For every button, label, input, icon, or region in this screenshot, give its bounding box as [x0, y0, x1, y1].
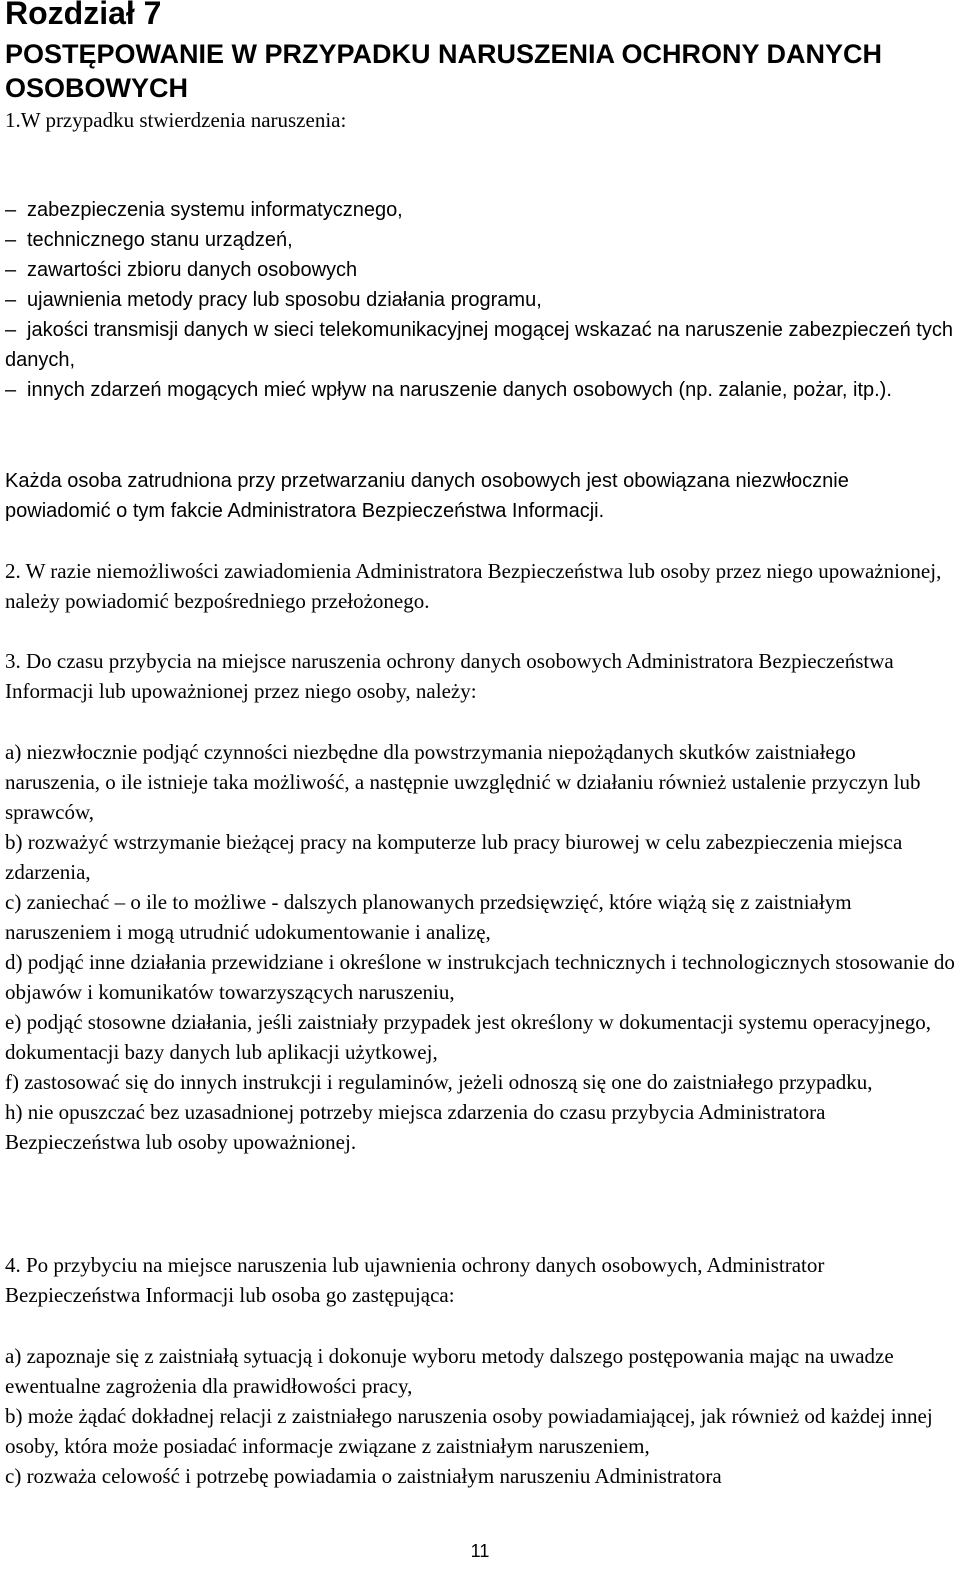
dash-icon: –	[5, 289, 17, 311]
paragraph-4: 4. Po przybyciu na miejsce naruszenia lub ujawnienia ochrony danych osobowych, Administrator Bezpieczeństwa Informacji lub osoba go zastępująca:	[5, 1253, 825, 1307]
list-item: – zawartości zbioru danych osobowych	[5, 255, 955, 285]
dash-icon: –	[5, 229, 17, 251]
list-item: c) zaniechać – o ile to możliwe - dalszych planowanych przedsięwzięć, które wiążą się z zaistniałym naruszeniem i mogą utrudnić udokumentowanie i analizę,	[5, 890, 852, 944]
breach-bullet-list	[5, 195, 955, 405]
list-item: b) rozważyć wstrzymanie bieżącej pracy na komputerze lub pracy biurowej w celu zabezpieczenia miejsca zdarzenia,	[5, 830, 903, 884]
list-item: – ujawnienia metody pracy lub sposobu działania programu,	[5, 285, 955, 315]
list-item: a) zapoznaje się z zaistniałą sytuacją i dokonuje wyboru metody dalszego postępowania mając na uwadze ewentualne zagrożenia dla prawidłowości pracy,	[5, 1344, 894, 1398]
list-item: – innych zdarzeń mogących mieć wpływ na naruszenie danych osobowych (np. zalanie, pożar, itp.).	[5, 375, 955, 405]
chapter-heading: Rozdział 7	[5, 0, 162, 31]
list-item: b) może żądać dokładnej relacji z zaistniałego naruszenia osoby powiadamiającej, jak również od każdej innej osoby, która może posiadać informacje związane z zaistniałym naruszeniem,	[5, 1404, 933, 1458]
notify-paragraph: Każda osoba zatrudniona przy przetwarzaniu danych osobowych jest obowiązana niezwłocznie powiadomić o tym fakcie Administratora Bezpieczeństwa Informacji.	[5, 470, 849, 522]
dash-icon: –	[5, 259, 17, 281]
dash-icon: –	[5, 319, 17, 341]
intro-line: 1.W przypadku stwierdzenia naruszenia:	[5, 108, 347, 132]
paragraph-3-items	[5, 737, 955, 1157]
page-number: 11	[470, 1541, 490, 1561]
list-item: – jakości transmisji danych w sieci telekomunikacyjnej mogącej wskazać na naruszenie zabezpieczeń tych danych,	[5, 315, 955, 375]
paragraph-3: 3. Do czasu przybycia na miejsce naruszenia ochrony danych osobowych Administratora Bezpieczeństwa Informacji lub upoważnionej przez niego osoby, należy:	[5, 649, 894, 703]
list-item: e) podjąć stosowne działania, jeśli zaistniały przypadek jest określony w dokumentacji systemu operacyjnego, dokumentacji bazy danych lub aplikacji użytkowej,	[5, 1010, 932, 1064]
list-item: a) niezwłocznie podjąć czynności niezbędne dla powstrzymania niepożądanych skutków zaistniałego naruszenia, o ile istnieje taka możliwość, a następnie uwzględnić w działaniu również ustalenie przyczyn lub sprawców,	[5, 740, 921, 824]
paragraph-4-items	[5, 1341, 955, 1491]
paragraph-2: 2. W razie niemożliwości zawiadomienia Administratora Bezpieczeństwa lub osoby przez niego upoważnionej, należy powiadomić bezpośredniego przełożonego.	[5, 559, 942, 613]
list-item: – technicznego stanu urządzeń,	[5, 225, 955, 255]
list-item: c) rozważa celowość i potrzebę powiadamia o zaistniałym naruszeniu Administratora	[5, 1464, 722, 1488]
list-item: h) nie opuszczać bez uzasadnionej potrzeby miejsca zdarzenia do czasu przybycia Administratora Bezpieczeństwa lub osoby upoważnionej.	[5, 1100, 826, 1154]
dash-icon: –	[5, 379, 17, 401]
section-title: POSTĘPOWANIE W PRZYPADKU NARUSZENIA OCHRONY DANYCH OSOBOWYCH	[5, 39, 883, 103]
dash-icon: –	[5, 199, 17, 221]
list-item: d) podjąć inne działania przewidziane i określone w instrukcjach technicznych i technologicznych stosowanie do objawów i komunikatów towarzyszących naruszeniu,	[5, 950, 955, 1004]
list-item: – zabezpieczenia systemu informatycznego,	[5, 195, 955, 225]
list-item: f) zastosować się do innych instrukcji i regulaminów, jeżeli odnoszą się one do zaistniałego przypadku,	[5, 1070, 873, 1094]
